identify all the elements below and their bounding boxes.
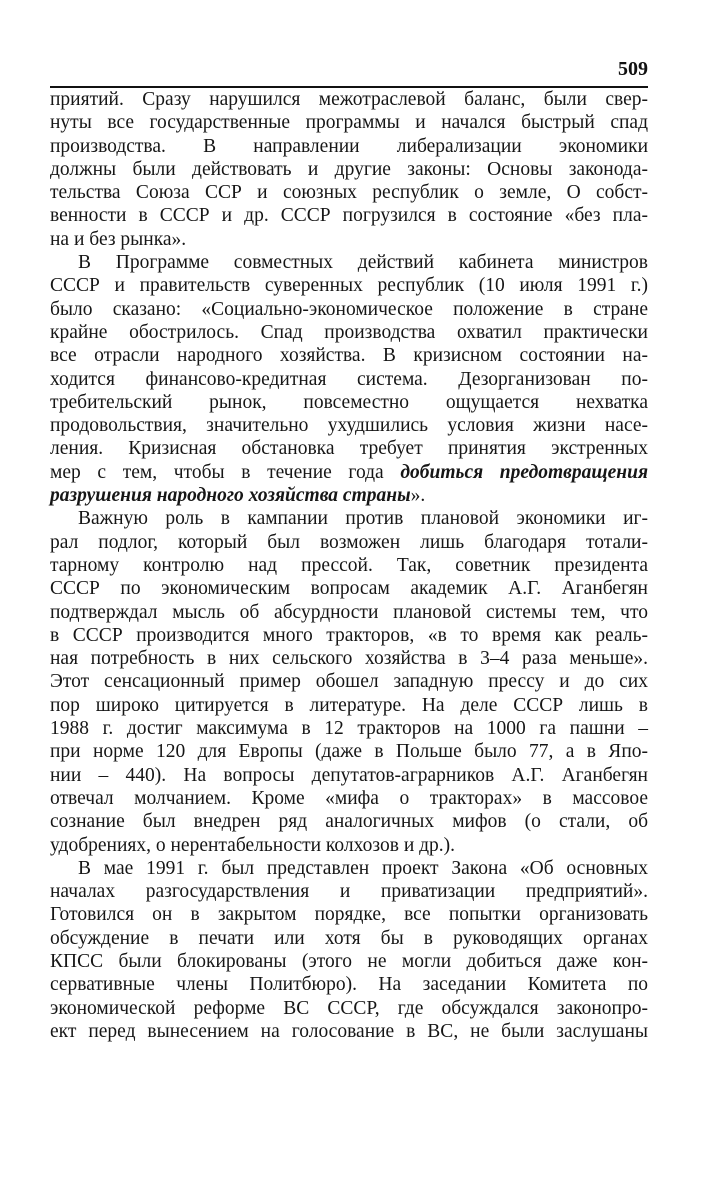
text-line: 1988 г. достиг максимума в 12 тракторов на 1000 га пашни – (50, 718, 648, 740)
text-line: сознание был внедрен ряд аналогичных мифов (о стали, об (50, 811, 648, 833)
text-line: ления. Кризисная обстановка требует принятия экстренных (50, 438, 648, 460)
text-line: Важную роль в кампании против плановой экономики иг- (78, 508, 648, 530)
text-line: обсуждение в печати или хотя бы в руководящих органах (50, 927, 648, 949)
text-line: подтверждал мысль об абсурдности плановой системы тем, что (50, 601, 648, 623)
text-line: нии – 440). На вопросы депутатов-аграрников А.Г. Аганбегян (50, 764, 648, 786)
text-line: сервативные члены Политбюро). На заседании Комитета по (50, 974, 648, 996)
text-line: крайне обострилось. Спад производства охватил практически (50, 321, 648, 343)
plain-text: мер с тем, чтобы в течение года (50, 461, 401, 483)
page-number: 509 (618, 58, 648, 80)
text-line: пор широко цитируется в литературе. На деле СССР лишь в (50, 694, 648, 716)
text-line: ходится финансово-кредитная система. Дезорганизован по- (50, 368, 648, 390)
text-line: продовольствия, значительно ухудшились условия жизни насе- (50, 415, 648, 437)
text-line: СССР по экономическим вопросам академик А.Г. Аганбегян (50, 578, 648, 600)
text-line: тельства Союза ССР и союзных республик о земле, О собст- (50, 182, 648, 204)
text-line: требительский рынок, повсеместно ощущается нехватка (50, 391, 648, 413)
text-line: венности в СССР и др. СССР погрузился в состояние «без пла- (50, 205, 648, 227)
text-line: СССР и правительств суверенных республик (10 июля 1991 г.) (50, 275, 648, 297)
text-line: отвечал молчанием. Кроме «мифа о тракторах» в массовое (50, 787, 648, 809)
text-line: тарному контролю над прессой. Так, советник президента (50, 554, 648, 576)
text-line: было сказано: «Социально-экономическое положение в стране (50, 298, 648, 320)
text-line: производства. В направлении либерализации экономики (50, 135, 648, 157)
text-line: КПСС были блокированы (этого не могли добиться даже кон- (50, 950, 648, 972)
body-text (50, 88, 648, 1043)
text-line: ект перед вынесением на голосование в ВС, не были заслушаны (50, 1020, 648, 1042)
paragraph-4 (50, 857, 648, 1043)
emphasized-text: разрушения народного хозяйства страны (50, 485, 411, 507)
text-line: все отрасли народного хозяйства. В кризисном состоянии на- (50, 345, 648, 367)
text-line: Готовился он в закрытом порядке, все попытки организовать (50, 904, 648, 926)
text-line: В Программе совместных действий кабинета министров (78, 252, 648, 274)
text-line: В мае 1991 г. был представлен проект Закона «Об основных (78, 857, 648, 879)
paragraph-2 (50, 251, 648, 507)
paragraph-1 (50, 88, 648, 251)
text-line: на и без рынка». (50, 228, 187, 250)
text-line: ная потребность в них сельского хозяйства в 3–4 раза меньше». (50, 648, 648, 670)
text-line: началах разгосударствления и приватизации предприятий». (50, 881, 648, 903)
text-line: приятий. Сразу нарушился межотраслевой баланс, были свер- (50, 89, 648, 110)
paragraph-3 (50, 507, 648, 856)
text-line: должны были действовать и другие законы: Основы законода- (50, 158, 648, 180)
text-line: при норме 120 для Европы (даже в Польше было 77, а в Япо- (50, 741, 648, 763)
text-line: в СССР производится много тракторов, «в то время как реаль- (50, 624, 648, 646)
text-line: рал подлог, который был возможен лишь благодаря тотали- (50, 531, 648, 553)
plain-text: ». (410, 485, 426, 507)
text-line: нуты все государственные программы и начался быстрый спад (50, 112, 648, 134)
emphasized-text: добиться предотвращения (400, 461, 648, 483)
text-line: Этот сенсационный пример обошел западную прессу и до сих (50, 671, 648, 693)
text-line-mixed (50, 484, 648, 507)
text-line: удобрениях, о нерентабельности колхозов и др.). (50, 834, 456, 856)
text-line: экономической реформе ВС СССР, где обсуждался законопро- (50, 997, 648, 1019)
text-line-mixed (50, 461, 648, 484)
